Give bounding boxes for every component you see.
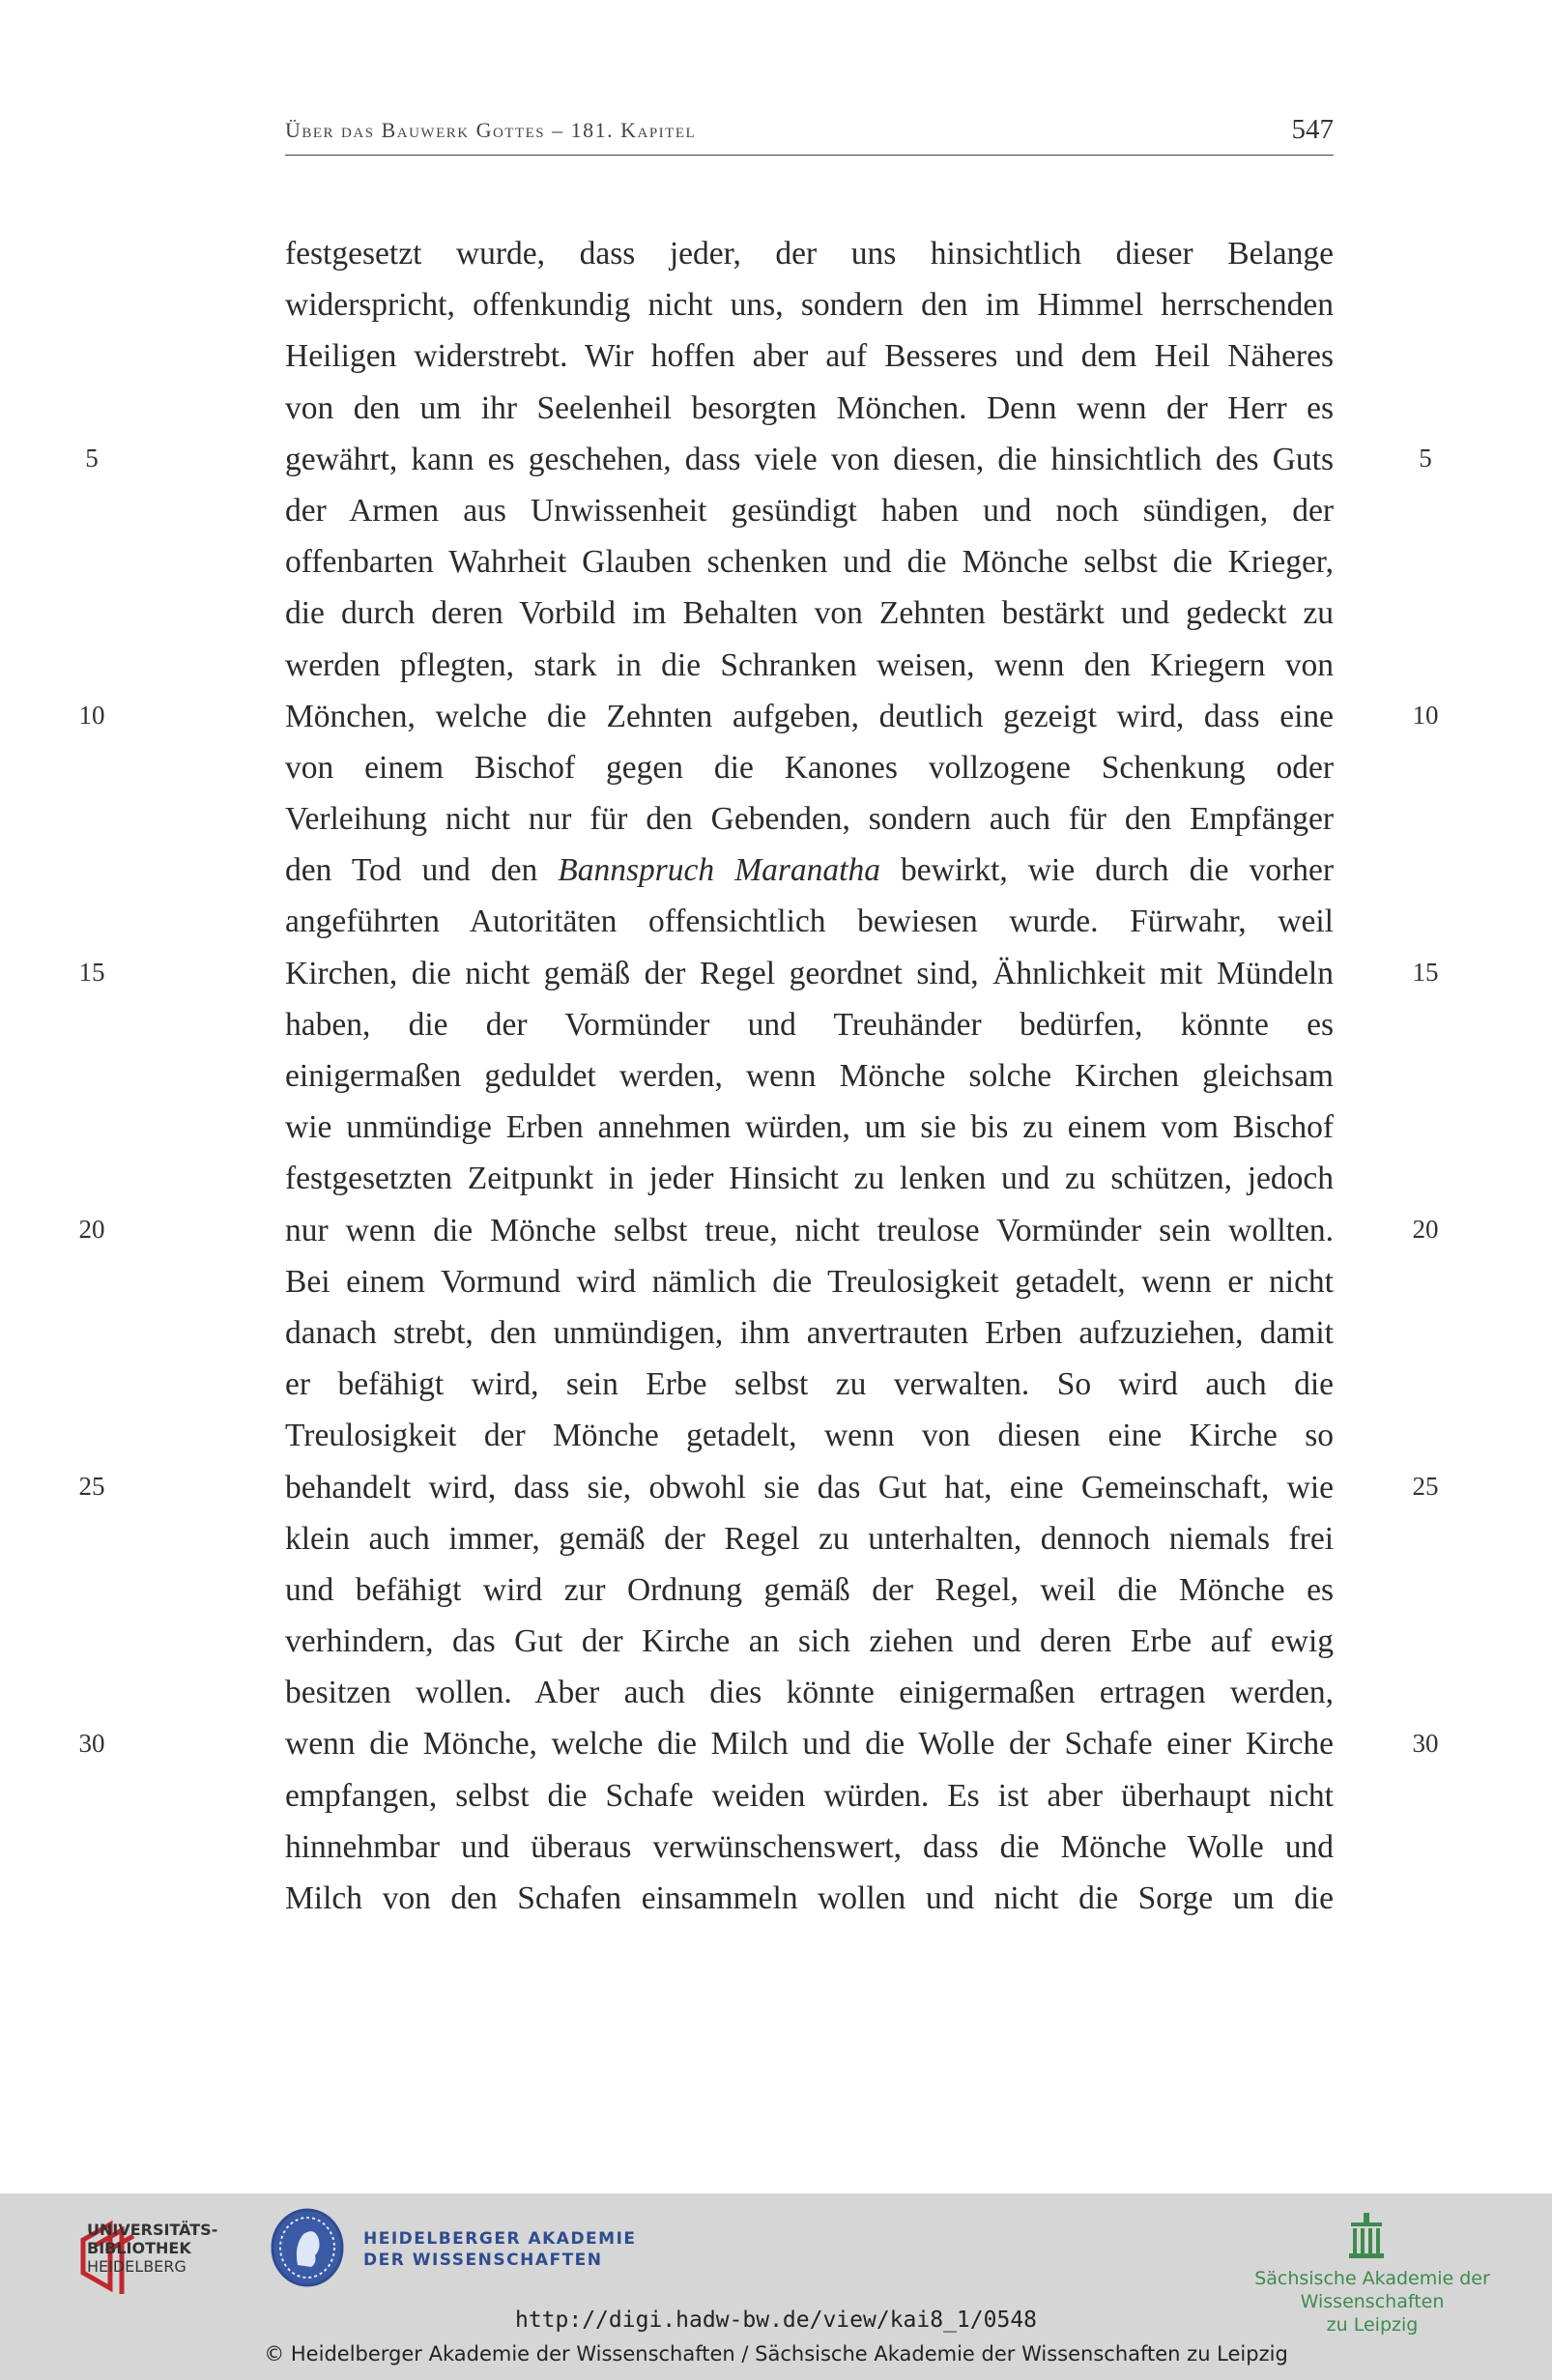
line-number-left: 25 [78, 1471, 105, 1501]
text-line: von den um ihr Seelenheil besorgten Mönchen. Denn wenn der Herr es [285, 389, 1334, 426]
body-text [285, 228, 1334, 1924]
line-number-right: 30 [1412, 1728, 1439, 1758]
line-number-left: 30 [78, 1728, 105, 1758]
hadw-line-1: HEIDELBERGER AKADEMIE [363, 2229, 637, 2249]
line-number-left: 5 [85, 443, 99, 473]
page-header [285, 114, 1334, 156]
text-line: einigermaßen geduldet werden, wenn Mönche solche Kirchen gleichsam [285, 1058, 1334, 1094]
text-line: verhindern, das Gut der Kirche an sich ziehen und deren Erbe auf ewig [285, 1623, 1334, 1660]
text-line: er befähigt wird, sein Erbe selbst zu verwalten. So wird auch die [285, 1366, 1334, 1403]
line-number-right: 5 [1419, 443, 1432, 473]
italic-term: Bannspruch Maranatha [558, 852, 880, 889]
text-line: die durch deren Vorbild im Behalten von Zehnten bestärkt und gedeckt zu [285, 595, 1334, 632]
text-line: widerspricht, offenkundig nicht uns, sondern den im Himmel herrschenden [285, 287, 1334, 324]
line-number-left: 20 [78, 1214, 105, 1244]
text-line: empfangen, selbst die Schafe weiden würden. Es ist aber überhaupt nicht [285, 1777, 1334, 1814]
line-number-left: 10 [78, 700, 105, 730]
ub-city: HEIDELBERG [87, 2257, 187, 2276]
text-line: werden pflegten, stark in die Schranken weisen, wenn den Kriegern von [285, 646, 1334, 683]
running-title: Über das Bauwerk Gottes – 181. Kapitel [285, 118, 697, 142]
text-line: nur wenn die Mönche selbst treue, nicht treulose Vormünder sein wollten. [285, 1212, 1334, 1248]
text-line: Verleihung nicht nur für den Gebenden, sondern auch für den Empfänger [285, 801, 1334, 838]
line-number-left: 15 [78, 957, 105, 987]
text-line: gewährt, kann es geschehen, dass viele von diesen, die hinsichtlich des Guts [285, 441, 1334, 477]
saw-line-1: Sächsische Akademie der Wissenschaften [1254, 2268, 1490, 2312]
line-number-right: 15 [1412, 957, 1439, 987]
text-line: angeführten Autoritäten offensichtlich bewiesen wurde. Fürwahr, weil [285, 903, 1334, 940]
permalink[interactable]: http://digi.hadw-bw.de/view/kai8_1/0548 [514, 2308, 1038, 2333]
text-line: wenn die Mönche, welche die Milch und die Wolle der Schafe einer Kirche [285, 1726, 1334, 1763]
ub-name: UNIVERSITÄTS- [87, 2221, 218, 2239]
text-line: Treulosigkeit der Mönche getadelt, wenn von diesen eine Kirche so [285, 1418, 1334, 1454]
text-line: haben, die der Vormünder und Treuhänder bedürfen, könnte es [285, 1006, 1334, 1043]
text-line: wie unmündige Erben annehmen würden, um sie bis zu einem vom Bischof [285, 1109, 1334, 1146]
ub-wordmark [87, 2221, 217, 2276]
text-line: danach strebt, den unmündigen, ihm anvertrauten Erben aufzuziehen, damit [285, 1314, 1334, 1351]
line-number-right: 10 [1412, 700, 1439, 730]
hadw-wordmark [363, 2228, 637, 2271]
text-line: den Tod und den Bannspruch Maranatha bewirkt, wie durch die vorher [285, 852, 1334, 889]
text-line: der Armen aus Unwissenheit gesündigt haben und noch sündigen, der [285, 492, 1334, 529]
hadw-seal-icon [269, 2207, 346, 2288]
text-line: festgesetzt wurde, dass jeder, der uns hinsichtlich dieser Belange [285, 236, 1334, 272]
text-line: Heiligen widerstrebt. Wir hoffen aber auf Besseres und dem Heil Näheres [285, 338, 1334, 375]
text-line: klein auch immer, gemäß der Regel zu unterhalten, dennoch niemals frei [285, 1520, 1334, 1557]
copyright-notice: © Heidelberger Akademie der Wissenschaften / Sächsische Akademie der Wissenschaften zu Leipzig [264, 2342, 1288, 2366]
text-line: Milch von den Schafen einsammeln wollen und nicht die Sorge um die [285, 1880, 1334, 1916]
text-line: Bei einem Vormund wird nämlich die Treulosigkeit getadelt, wenn er nicht [285, 1263, 1334, 1300]
text-line: besitzen wollen. Aber auch dies könnte einigermaßen ertragen werden, [285, 1675, 1334, 1711]
line-number-right: 25 [1412, 1471, 1439, 1501]
saw-line-2: zu Leipzig [1326, 2314, 1419, 2336]
text-line: und befähigt wird zur Ordnung gemäß der Regel, weil die Mönche es [285, 1571, 1334, 1608]
line-number-right: 20 [1412, 1214, 1439, 1244]
text-line: Kirchen, die nicht gemäß der Regel geordnet sind, Ähnlichkeit mit Mündeln [285, 955, 1334, 991]
text-line: Mönchen, welche die Zehnten aufgeben, deutlich gezeigt wird, dass eine [285, 698, 1334, 734]
text-line: festgesetzten Zeitpunkt in jeder Hinsicht zu lenken und zu schützen, jedoch [285, 1161, 1334, 1197]
footer-bar [0, 2194, 1552, 2380]
ub-name-2: BIBLIOTHEK [87, 2239, 191, 2257]
saw-building-icon [1347, 2213, 1386, 2259]
text-line: offenbarten Wahrheit Glauben schenken und die Mönche selbst die Krieger, [285, 544, 1334, 581]
page-number: 547 [1291, 114, 1334, 145]
hadw-line-2: DER WISSENSCHAFTEN [363, 2251, 603, 2270]
text-line: behandelt wird, dass sie, obwohl sie das Gut hat, eine Gemeinschaft, wie [285, 1469, 1334, 1505]
text-line: hinnehmbar und überaus verwünschenswert, dass die Mönche Wolle und [285, 1828, 1334, 1865]
text-line: von einem Bischof gegen die Kanones vollzogene Schenkung oder [285, 749, 1334, 786]
